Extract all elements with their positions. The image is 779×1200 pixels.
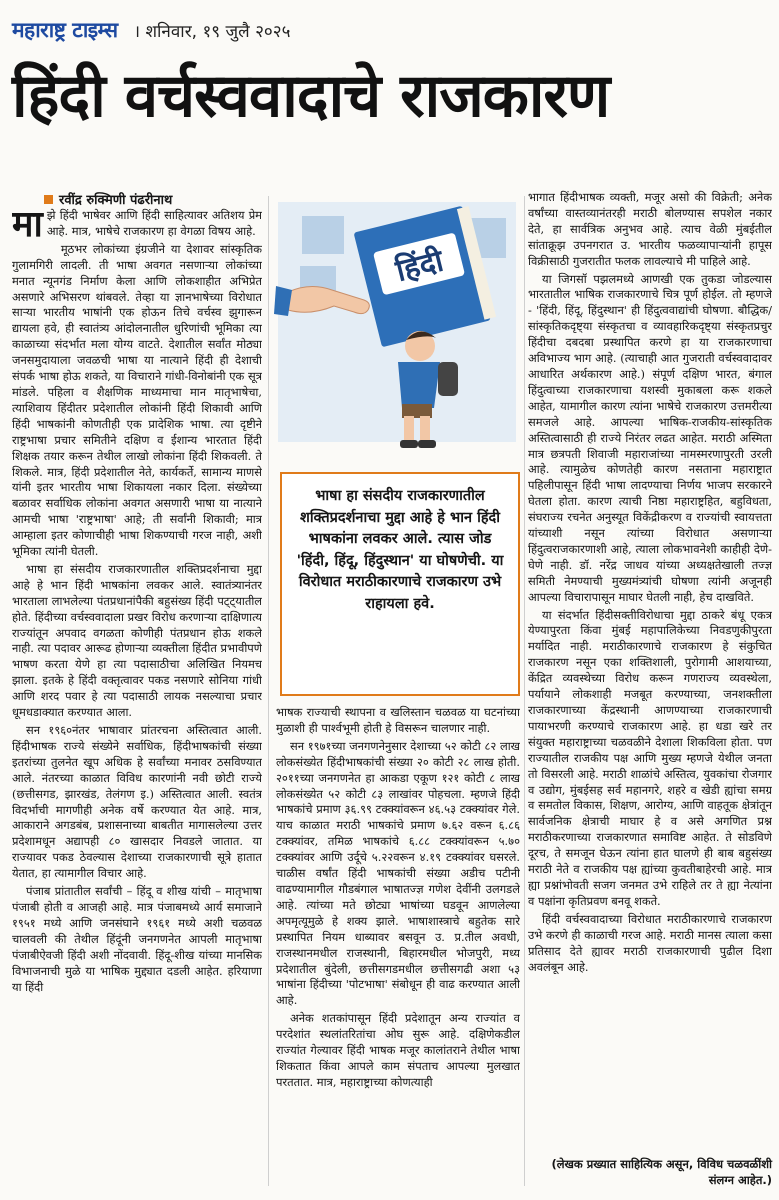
paragraph: हिंदी वर्चस्ववादाच्या विरोधात मराठीकारणाचे राजकारण उभे करणे ही काळाची गरज आहे. मराठी मानस त्याला कसा प्रतिसाद देते ह्यावर मराठी राजकारणाची पुढील दिशा अवलंबून आहे. xyxy=(528,911,772,974)
article-column-1 xyxy=(12,208,262,1188)
article-column-3 xyxy=(528,190,772,1150)
paragraph: या संदर्भात हिंदीसक्तीविरोधाचा मुद्दा ठाकरे बंधू एकत्र येण्यापुरता किंवा मुंबई महापालिकेच्या निवडणुकीपुरता मर्यादित नाही. मराठीकारणाचे राजकारण हे संकुचित राजकारण नसून एका शक्तिशाली, पुरोगामी आशयाच्या, केंद्रित व्यवस्थेच्या विरोध करून गणराज्य व्यवस्थेला, पर्यायाने लोकशाही मजबूत करण्याच्या, जनशक्तीला राजकारणाच्या केंद्रस्थानी आणण्याच्या राजकारणाची पायाभरणी करण्याचे राजकारण आहे. हा धडा खरे तर संयुक्त महाराष्ट्राच्या चळवळीने देशाला शिकविला होता. पण राज्यातील राजकीय पक्ष आणि मुख्य म्हणजे येथील जनता तो विसरली आहे. मराठी शाळांचे अस्तित्व, युवकांचा रोजगार व उद्योग, मुंबईसह सर्व महानगरे, शहरे व खेडी ह्यांचा समग्र व समतोल विकास, शिक्षण, आरोग्य, आणि वाहतूक क्षेत्रांतून सार्वजनिक क्षेत्राची माघार हे व असे अगणित प्रश्न मराठीकरणाच्या राजकारणात समाविष्ट आहेत. ते सोडविणे दूरच, ते समजून घेऊन त्यांना हात घालणे ही बाब बहुसंख्य मराठी नेते व राजकीय पक्ष ह्यांच्या कुवतीबाहेरची आहे. मात्र ह्या प्रश्नांभोवती सजग जनमत उभे राहिले तर ते ह्या नेत्यांना व पक्षांना कृतिप्रवण बनवू शकते. xyxy=(528,607,772,908)
illustration xyxy=(270,196,524,460)
book-title: हिंदी xyxy=(392,243,447,290)
byline-bullet-icon xyxy=(44,195,53,204)
column-divider xyxy=(268,196,269,1186)
author-name: रवींद्र रुक्मिणी पंढरीनाथ xyxy=(59,193,173,208)
paragraph: मूठभर लोकांच्या इंग्रजीने या देशावर सांस्कृतिक गुलामगिरी लादली. ती भाषा अवगत नसणाऱ्या लोकांच्या मनात न्यूनगंड निर्माण केला आणि लोकशाहीत अभिप्रेत असणारे अभिसरण थांबवले. तेव्हा या ज्ञानभाषेच्या विरोधात साऱ्या भारतीय भाषांनी एक होऊन तिचे वर्चस्व झुगारून द्यायला हवे, ही स्वातंत्र्य आंदोलनातील धुरिणांची भूमिका त्या काळाच्या संदर्भात मला योग्य वाटते. देशातील सर्वांत मोठ्या जनसमुदायाला जवळची भाषा या नात्याने हिंदी ही देशाची संपर्क भाषा होऊ शकते, या विचाराने गांधी-विनोबांनी एक सूत्र मांडले. पहिला व शैक्षणिक माध्यमाचा मान मातृभाषेचा, त्याशिवाय हिंदीतर प्रदेशातील लोकांनी हिंदी शिकावी आणि हिंदी भाषकांनी कोणतीही एक प्रादेशिक भाषा. त्या दृष्टीने राष्ट्रभाषा प्रचार समितीने दक्षिण व ईशान्य भारतात हिंदी शिक्षक तयार करून तेथील लाखो लोकांना हिंदी शिकवली. ते शिकले. मात्र, हिंदी प्रदेशातील नेते, कार्यकर्ते, सामान्य माणसे यांनी इतर भारतीय भाषा शिकायला नकार दिला. संख्येच्या बळावर सर्वाधिक लोकांना अवगत असणारी भाषा या नात्याने आमची भाषा 'राष्ट्रभाषा' आहे; ती सर्वांनी शिकावी; मात्र आम्हाला इतर कोणाचीही भाषा शिकण्याची गरज नाही, अशी भूमिका त्यांनी घेतली. xyxy=(12,241,262,559)
drop-cap: मा xyxy=(12,208,43,245)
paragraph: पंजाब प्रांतातील सर्वांची – हिंदू व शीख यांची – मातृभाषा पंजाबी होती व आजही आहे. मात्र पंजाबमध्ये आर्य समाजाने १९५१ मध्ये आणि जनसंघाने १९६१ मध्ये अशी चळवळ चालवली की तेथील हिंदूंनी जनगणनेत आपली मातृभाषा पंजाबीऐवजी हिंदी अशी नोंदवावी. हिंदू-शीख यांच्या मानसिक विभाजनाची मुळे या भाषिक मुद्द्यात दडली आहेत. हरियाणा या हिंदी xyxy=(12,884,262,994)
author-note: (लेखक प्रख्यात साहित्यिक असून, विविध चळवळींशी संलग्न आहेत.) xyxy=(551,1157,772,1187)
pull-quote: भाषा हा संसदीय राजकारणातील शक्तिप्रदर्शनाचा मुद्दा आहे हे भान हिंदी भाषकांना लवकर आले. त्यास जोड 'हिंदी, हिंदू, हिंदुस्थान' या घोषणेची. या विरोधात मराठीकारणाचे राजकारण उभे राहायला हवे. xyxy=(280,472,520,696)
paragraph: या जिगसॉ पझलमध्ये आणखी एक तुकडा जोडल्यास भारतातील भाषिक राजकारणाचे चित्र पूर्ण होईल. तो म्हणजे - 'हिंदी, हिंदू, हिंदुस्थान' ही हिंदुत्ववाद्यांची घोषणा. बौद्धिक/सांस्कृतिकदृष्ट्या संस्कृतचा व व्यावहारिकदृष्ट्या संस्कृतप्रचुर हिंदीचा दबदबा प्रस्थापित करणे हा या राजकारणाचा अविभाज्य भाग आहे. (त्याचाही आत गुजराती वर्चस्ववादावर आधारित अर्थकारण आहे.) संपूर्ण दक्षिण भारत, बंगाल हिंदुत्वाच्या राजकारणाचा यशस्वी मुकाबला करू शकले आहेत, यामागील कारण त्यांना भाषेचे राजकारण उत्तमरीत्या समजले आहे. आपल्या भाषिक-राजकीय-सांस्कृतिक अस्तित्वासाठी ही राज्ये निरंतर लढत आहेत. मराठी अस्मिता मात्र छत्रपती शिवाजी महाराजांच्या नामस्मरणापुरती उरली आहे. त्यामुळेच कोणतेही कारण नसताना महाराष्ट्रात पहिलीपासून हिंदी भाषा लादण्याचा निर्णय भाजप सरकारने घेतला होता. कारण त्याची निष्ठा महाराष्ट्रहित, बहुविधता, संघराज्य रचनेत अनुस्यूत विकेंद्रीकरण व राज्यांची स्वायत्तता यांच्याशी नसून त्यांच्या विरोधात असणाऱ्या हिंदुत्वराजकारणाशी आहे, त्याला लोकभावनेशी काहीही देणे-घेणे नाही. डॉ. नरेंद्र जाधव यांच्या अध्यक्षतेखाली तज्ज्ञ समिती नेमण्याची मुख्यमंत्र्यांची घोषणा त्यांनी अजूनही आपल्या विचारापासून माघार घेतली नाही, हेच दाखविते. xyxy=(528,271,772,604)
paragraph: भागात हिंदीभाषक व्यक्ती, मजूर असो की विक्रेती; अनेक वर्षांच्या वास्तव्यानंतरही मराठी बोलण्यास सपशेल नकार देते, हा सार्वत्रिक अनुभव आहे. त्याच वेळी मुंबईतील सांताक्रूझ उपनगरात उ. भारतीय फळव्यापाऱ्यांनी हापूस विक्रीसाठी गुजरातीत फलक लावल्याचे मी पाहिले आहे. xyxy=(528,190,772,268)
paragraph: सन १९७१च्या जनगणनेनुसार देशाच्या ५२ कोटी ८२ लाख लोकसंख्येत हिंदीभाषकांची संख्या २० कोटी २८ लाख होती. २०११च्या जनगणनेत हा आकडा एकूण १२१ कोटी ८ लाख लोकसंख्येत ५२ कोटी ८३ लाखांवर पोहचला. म्हणजे हिंदी भाषकांचे प्रमाण ३६.९९ टक्क्यांवरून ४६.५३ टक्क्यांवर गेले. याच काळात मराठी भाषकांचे प्रमाण ७.६२ वरून ६.८६ टक्क्यांवर, तमिळ भाषकांचे ६.८८ टक्क्यांवरून ५.७० टक्क्यांवर आणि उर्दूचे ५.२२वरून ४.१९ टक्क्यांवर घसरले. चाळीस वर्षांत हिंदी भाषकांची संख्या अडीच पटीनी वाढण्यामागील गौडबंगाल भाषातज्ज्ञ गणेश देवींनी उलगडले आहे. त्यांच्या मते छोट्या भाषांच्या घडवून आणलेल्या अपमृत्यूमुळे हे शक्य झाले. भाषाशास्त्राचे बहुतेक सारे प्रस्थापित नियम धाब्यावर बसवून उ. प्र.तील अवधी, राजस्थानमधील राजस्थानी, बिहारमधील भोजपुरी, मध्य प्रदेशातील बुंदेली, छत्तीसगडमधील छत्तीसगढी अशा ५३ भाषांना हिंदीच्या 'पोटभाषा' संबोधून ही वाढ करण्यात आली आहे. xyxy=(276,738,520,1008)
byline xyxy=(44,190,172,208)
paper-name: महाराष्ट्र टाइम्स xyxy=(12,18,118,42)
paragraph: माझे हिंदी भाषेवर आणि हिंदी साहित्यावर अतिशय प्रेम आहे. मात्र, भाषेचे राजकारण हा वेगळा विषय आहे. xyxy=(12,208,262,245)
paragraph: भाषक राज्याची स्थापना व खलिस्तान चळवळ या घटनांच्या मुळाशी ही पार्श्वभूमी होती हे विसरून चालणार नाही. xyxy=(276,705,520,735)
article-column-2 xyxy=(276,705,520,1190)
issue-date: । शनिवार, १९ जुलै २०२५ xyxy=(133,21,291,42)
column-divider xyxy=(524,196,525,1186)
headline: हिंदी वर्चस्ववादाचे राजकारण xyxy=(12,61,610,131)
paragraph: अनेक शतकांपासून हिंदी प्रदेशातून अन्य राज्यांत व परदेशांत स्थलांतरितांचा ओघ सुरू आहे. दक्षिणेकडील राज्यांत गेल्यावर हिंदी भाषक मजूर कालांतराने तेथील भाषा शिकतात किंवा आपले काम संपताच आपल्या मुलखात परततात. मात्र, महाराष्ट्राच्या कोणत्याही xyxy=(276,1011,520,1089)
boy-carrying-hindi-book-illustration xyxy=(270,196,524,460)
paragraph: भाषा हा संसदीय राजकारणातील शक्तिप्रदर्शनाचा मुद्दा आहे हे भान हिंदी भाषकांना लवकर आले. स्वातंत्र्यानंतर भारताला लाभलेल्या पंतप्रधानांपैकी बहुसंख्य हिंदी पट्ट्यातील होते. हिंदीच्या वर्चस्ववादाला प्रखर विरोध करणाऱ्या दाक्षिणात्य राज्यांतून अपवाद वगळता कोणीही पंतप्रधान होऊ शकले नाही. त्या पदावर आरूढ होणाऱ्या व्यक्तीला हिंदीत प्रभावीपणे भाषण करता येणे हा त्या पदासाठीचा अलिखित नियमच झाला. इतके हे हिंदी वक्तृत्वावर पकड नसणारे सोनिया गांधी आणि शरद पवार हे त्या पदासाठी लायक नसल्याचा प्रचार धूमधडाक्यात करण्यात आला. xyxy=(12,561,262,720)
masthead xyxy=(12,12,290,48)
paragraph: सन १९६०नंतर भाषावार प्रांतरचना अस्तित्वात आली. हिंदीभाषक राज्ये संख्येने सर्वाधिक, हिंदीभाषकांची संख्या इतरांच्या तुलनेत खूप अधिक हे सर्वांच्या मनावर ठसविण्यात आले. नंतरच्या काळात विविध कारणांनी नवी छोटी राज्ये (छत्तीसगड, झारखंड, तेलंगण इ.) अस्तित्वात आली. स्वतंत्र विदर्भाची मागणीही अनेक वर्षे करण्यात येत आहे. मात्र, आकाराने अगडबंब, प्रशासनाच्या बाबतीत मागासलेल्या उत्तर प्रदेशामधून अद्यापही ८० खासदार निवडले जातात. या राज्यावर पकड ठेवल्यास देशाच्या राजकारणाची सूत्रे हातात येतात, हा त्यामागील विचार आहे. xyxy=(12,723,262,881)
